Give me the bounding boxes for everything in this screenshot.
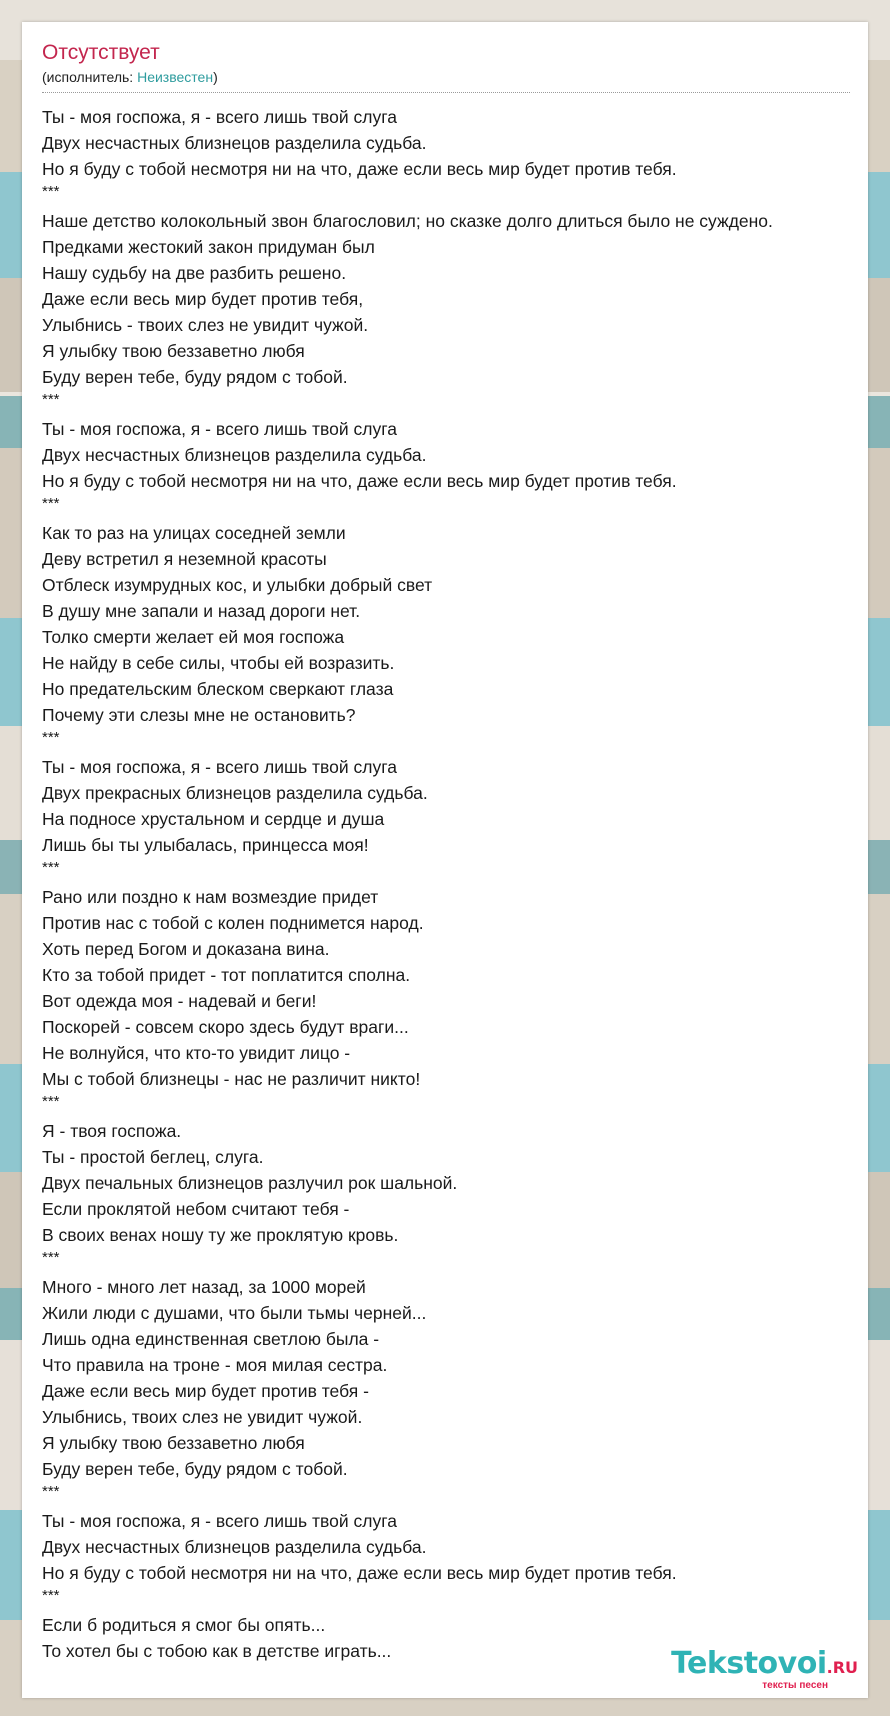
lyric-line: То хотел бы с тобою как в детстве играть... — [42, 1641, 392, 1661]
lyric-line: Двух несчастных близнецов разделила судьба. — [42, 445, 427, 465]
lyric-line: Двух печальных близнецов разлучил рок шальной. — [42, 1173, 458, 1193]
lyric-line: Вот одежда моя - надевай и беги! — [42, 991, 317, 1011]
verse-separator: *** — [42, 859, 60, 876]
lyrics-text — [42, 104, 773, 1664]
lyric-line: Как то раз на улицах соседней земли — [42, 523, 346, 543]
lyric-line: Даже если весь мир будет против тебя - — [42, 1381, 369, 1401]
logo-name: Tekstovoi — [671, 1646, 827, 1681]
lyric-line: Лишь одна единственная светлою была - — [42, 1329, 380, 1349]
lyric-line: Двух прекрасных близнецов разделила судьба. — [42, 783, 428, 803]
lyric-line: Двух несчастных близнецов разделила судьба. — [42, 1537, 427, 1557]
lyric-line: Двух несчастных близнецов разделила судьба. — [42, 133, 427, 153]
lyric-line: Если б родиться я смог бы опять... — [42, 1615, 326, 1635]
lyric-line: Что правила на троне - моя милая сестра. — [42, 1355, 388, 1375]
lyric-line: Не найду в себе силы, чтобы ей возразить. — [42, 653, 395, 673]
lyric-line: Улыбнись, твоих слез не увидит чужой. — [42, 1407, 363, 1427]
lyric-line: Против нас с тобой с колен поднимется народ. — [42, 913, 424, 933]
lyric-line: Ты - простой беглец, слуга. — [42, 1147, 264, 1167]
lyric-line: Ты - моя госпожа, я - всего лишь твой слуга — [42, 107, 397, 127]
lyric-line: Но я буду с тобой несмотря ни на что, даже если весь мир будет против тебя. — [42, 159, 677, 179]
lyric-line: Предками жестокий закон придуман был — [42, 237, 375, 257]
verse-separator: *** — [42, 391, 60, 408]
lyric-line: Наше детство колокольный звон благословил; но сказке долго длиться было не суждено. — [42, 211, 773, 231]
lyric-line: Я улыбку твою беззаветно любя — [42, 341, 305, 361]
lyric-line: В душу мне запали и назад дороги нет. — [42, 601, 361, 621]
lyric-line: Но я буду с тобой несмотря ни на что, даже если весь мир будет против тебя. — [42, 471, 677, 491]
lyric-line: Жили люди с душами, что были тьмы черней... — [42, 1303, 427, 1323]
lyric-line: Ты - моя госпожа, я - всего лишь твой слуга — [42, 757, 397, 777]
lyric-line: Буду верен тебе, буду рядом с тобой. — [42, 367, 348, 387]
verse-separator: *** — [42, 183, 60, 200]
lyric-line: Лишь бы ты улыбалась, принцесса моя! — [42, 835, 369, 855]
header-divider — [42, 92, 850, 93]
lyric-line: Но я буду с тобой несмотря ни на что, даже если весь мир будет против тебя. — [42, 1563, 677, 1583]
song-title: Отсутствует — [42, 41, 160, 64]
artist-prefix: (исполнитель: — [42, 69, 138, 85]
artist-link[interactable]: Неизвестен — [137, 69, 214, 85]
lyric-line: Хоть перед Богом и доказана вина. — [42, 939, 330, 959]
lyric-line: Рано или поздно к нам возмездие придет — [42, 887, 379, 907]
lyric-line: Я улыбку твою беззаветно любя — [42, 1433, 305, 1453]
lyric-line: Даже если весь мир будет против тебя, — [42, 289, 364, 309]
lyric-line: На подносе хрустальном и сердце и душа — [42, 809, 385, 829]
lyrics-page — [22, 22, 868, 1698]
lyric-line: В своих венах ношу ту же проклятую кровь. — [42, 1225, 399, 1245]
lyric-line: Много - много лет назад, за 1000 морей — [42, 1277, 366, 1297]
logo-tagline: тексты песен — [762, 1680, 828, 1691]
verse-separator: *** — [42, 1483, 60, 1500]
lyric-line: Ты - моя госпожа, я - всего лишь твой слуга — [42, 419, 397, 439]
lyric-line: Ты - моя госпожа, я - всего лишь твой слуга — [42, 1511, 397, 1531]
lyric-line: Буду верен тебе, буду рядом с тобой. — [42, 1459, 348, 1479]
artist-suffix: ) — [213, 69, 218, 85]
verse-separator: *** — [42, 729, 60, 746]
lyric-line: Если проклятой небом считают тебя - — [42, 1199, 350, 1219]
verse-separator: *** — [42, 1093, 60, 1110]
song-header — [42, 40, 852, 86]
site-logo[interactable] — [671, 1648, 858, 1692]
lyric-line: Не волнуйся, что кто-то увидит лицо - — [42, 1043, 351, 1063]
lyric-line: Улыбнись - твоих слез не увидит чужой. — [42, 315, 369, 335]
lyric-line: Мы с тобой близнецы - нас не различит никто! — [42, 1069, 421, 1089]
logo-wordmark — [671, 1648, 858, 1684]
logo-tld: .RU — [826, 1658, 858, 1677]
lyric-line: Почему эти слезы мне не остановить? — [42, 705, 356, 725]
lyric-line: Поскорей - совсем скоро здесь будут враги... — [42, 1017, 409, 1037]
lyric-line: Но предательским блеском сверкают глаза — [42, 679, 394, 699]
verse-separator: *** — [42, 1587, 60, 1604]
verse-separator: *** — [42, 1249, 60, 1266]
lyric-line: Нашу судьбу на две разбить решено. — [42, 263, 347, 283]
artist-line — [42, 68, 852, 86]
verse-separator: *** — [42, 495, 60, 512]
lyric-line: Деву встретил я неземной красоты — [42, 549, 327, 569]
lyric-line: Толко смерти желает ей моя госпожа — [42, 627, 345, 647]
lyric-line: Отблеск изумрудных кос, и улыбки добрый свет — [42, 575, 433, 595]
lyric-line: Я - твоя госпожа. — [42, 1121, 182, 1141]
lyric-line: Кто за тобой придет - тот поплатится сполна. — [42, 965, 411, 985]
